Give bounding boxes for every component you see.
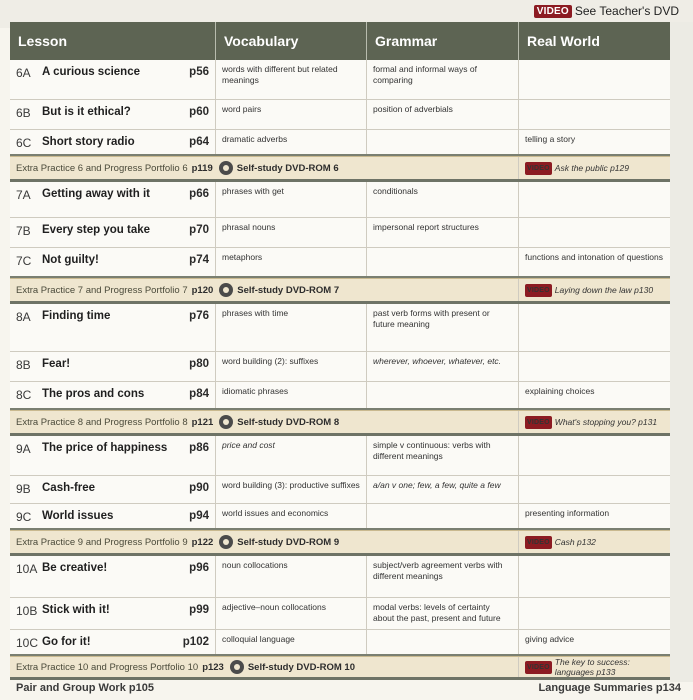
extra-practice-row [10, 656, 670, 680]
vocabulary-cell: idiomatic phrases [222, 386, 289, 396]
grammar-cell: impersonal report structures [373, 222, 479, 232]
lesson-page: p66 [189, 188, 209, 200]
lesson-title: Getting away with it [42, 188, 150, 200]
extra-practice-row [10, 530, 670, 556]
grammar-cell: formal and informal ways of comparing [373, 64, 477, 85]
lesson-row [10, 218, 670, 248]
lesson-title: World issues [42, 510, 114, 522]
lesson-code: 9C [16, 510, 32, 524]
vocabulary-cell: word building (3): productive suffixes [222, 480, 360, 490]
lesson-code: 8C [16, 388, 32, 402]
lesson-title: The price of happiness [42, 442, 168, 454]
extra-practice-page: p120 [191, 284, 214, 296]
extra-practice-row [10, 278, 670, 304]
lesson-page: p86 [189, 442, 209, 454]
lesson-row [10, 130, 670, 156]
video-badge: VIDEO [525, 416, 552, 429]
video-badge: VIDEO [525, 162, 552, 175]
self-study-dvd: Self-study DVD-ROM 9 [237, 536, 340, 548]
vocabulary-cell: metaphors [222, 252, 263, 262]
lesson-page: p90 [189, 482, 209, 494]
lesson-code: 6C [16, 136, 32, 150]
lesson-page: p102 [182, 636, 209, 648]
dvd-disc-icon [219, 161, 233, 175]
lesson-code: 7B [16, 224, 31, 238]
grammar-cell: simple v continuous: verbs with different meanings [373, 440, 491, 461]
lesson-row [10, 630, 670, 656]
page-edge [670, 22, 693, 682]
vocabulary-cell: colloquial language [222, 634, 295, 644]
lesson-page: p74 [189, 254, 209, 266]
self-study-dvd: Self-study DVD-ROM 8 [237, 416, 340, 428]
lesson-row [10, 436, 670, 476]
real-world-cell: presenting information [525, 508, 610, 518]
vocabulary-cell: world issues and economics [222, 508, 329, 518]
lesson-row [10, 598, 670, 630]
vocabulary-cell: word building (2): suffixes [222, 356, 319, 366]
lesson-code: 9B [16, 482, 31, 496]
lesson-row [10, 100, 670, 130]
lesson-code: 6B [16, 106, 31, 120]
self-study-dvd: Self-study DVD-ROM 7 [237, 284, 340, 296]
lesson-page: p94 [189, 510, 209, 522]
lesson-code: 8A [16, 310, 31, 324]
lesson-title: The pros and cons [42, 388, 145, 400]
video-title: What's stopping you? p131 [554, 417, 658, 427]
lesson-row [10, 476, 670, 504]
lesson-title: Every step you take [42, 224, 151, 236]
lesson-row [10, 248, 670, 278]
teacher-dvd-text: See Teacher's DVD [574, 4, 679, 18]
lesson-page: p60 [189, 106, 209, 118]
extra-practice-label: Extra Practice 9 and Progress Portfolio 9 [16, 536, 188, 548]
video-badge: VIDEO [525, 536, 552, 549]
lesson-code: 9A [16, 442, 31, 456]
extra-practice-page: p122 [191, 536, 214, 548]
col-real-world: Real World [527, 33, 600, 49]
extra-practice-row [10, 410, 670, 436]
contents-table [10, 60, 670, 680]
extra-practice-label: Extra Practice 8 and Progress Portfolio 8 [16, 416, 188, 428]
extra-practice-label: Extra Practice 6 and Progress Portfolio 6 [16, 162, 188, 174]
lesson-row [10, 304, 670, 352]
lesson-row [10, 352, 670, 382]
lesson-title: A curious science [42, 66, 141, 78]
video-title: Cash p132 [554, 537, 596, 547]
lesson-code: 10C [16, 636, 39, 650]
vocabulary-cell: phrases with time [222, 308, 289, 318]
lesson-code: 6A [16, 66, 31, 80]
dvd-disc-icon [219, 535, 233, 549]
lesson-title: Stick with it! [42, 604, 110, 616]
extra-practice-page: p123 [202, 661, 224, 673]
vocabulary-cell: phrases with get [222, 186, 284, 196]
grammar-cell: modal verbs: levels of certainty about the past, present and future [373, 602, 501, 623]
vocabulary-cell: words with different but related meanings [222, 64, 338, 85]
dvd-disc-icon [219, 283, 233, 297]
vocabulary-cell: phrasal nouns [222, 222, 276, 232]
extra-practice-page: p119 [191, 162, 213, 174]
grammar-cell: wherever, whoever, whatever, etc. [373, 356, 502, 366]
grammar-cell: position of adverbials [373, 104, 453, 114]
lesson-title: But is it ethical? [42, 106, 131, 118]
extra-practice-row [10, 156, 670, 182]
lesson-page: p84 [189, 388, 209, 400]
lesson-title: Short story radio [42, 136, 135, 148]
lesson-title: Finding time [42, 310, 111, 322]
lesson-title: Be creative! [42, 562, 108, 574]
grammar-cell: past verb forms with present or future meaning [373, 308, 490, 329]
self-study-dvd: Self-study DVD-ROM 10 [247, 661, 355, 673]
pair-group-work-link: Pair and Group Work p105 [16, 682, 154, 694]
grammar-cell: a/an v one; few, a few, quite a few [373, 480, 501, 490]
lesson-code: 10B [16, 604, 38, 618]
lesson-code: 7C [16, 254, 32, 268]
lesson-code: 10A [16, 562, 38, 576]
col-vocabulary: Vocabulary [216, 22, 367, 60]
lesson-row [10, 182, 670, 218]
video-title: Ask the public p129 [554, 163, 629, 173]
real-world-cell: giving advice [525, 634, 575, 644]
vocabulary-cell: adjective–noun collocations [222, 602, 326, 612]
vocabulary-cell: dramatic adverbs [222, 134, 288, 144]
dvd-disc-icon [219, 415, 233, 429]
extra-practice-label: Extra Practice 7 and Progress Portfolio 7 [16, 284, 188, 296]
teacher-dvd-note [534, 4, 679, 18]
extra-practice-page: p121 [191, 416, 214, 428]
language-summaries-link: Language Summaries p134 [538, 682, 681, 694]
grammar-cell: conditionals [373, 186, 418, 196]
video-badge: VIDEO [525, 661, 552, 674]
vocabulary-cell: price and cost [222, 440, 275, 450]
real-world-cell: telling a story [525, 134, 576, 144]
extra-practice-label: Extra Practice 10 and Progress Portfolio 10 [16, 661, 199, 673]
self-study-dvd: Self-study DVD-ROM 6 [236, 162, 339, 174]
lesson-code: 8B [16, 358, 31, 372]
lesson-row [10, 504, 670, 530]
table-header [10, 22, 670, 60]
lesson-row [10, 60, 670, 100]
vocabulary-cell: noun collocations [222, 560, 288, 570]
video-title: Laying down the law p130 [554, 285, 654, 295]
lesson-title: Fear! [42, 358, 71, 370]
dvd-disc-icon [230, 660, 244, 674]
grammar-cell: subject/verb agreement verbs with different meanings [373, 560, 503, 581]
col-lesson: Lesson [10, 22, 216, 60]
lesson-page: p99 [189, 604, 209, 616]
lesson-page: p76 [189, 310, 209, 322]
lesson-row [10, 382, 670, 410]
lesson-title: Cash-free [42, 482, 96, 494]
lesson-page: p64 [189, 136, 209, 148]
lesson-title: Not guilty! [42, 254, 99, 266]
real-world-cell: explaining choices [525, 386, 595, 396]
video-title: The key to success: languages p133 [554, 657, 630, 677]
col-grammar: Grammar [367, 22, 519, 60]
lesson-code: 7A [16, 188, 31, 202]
lesson-page: p96 [189, 562, 209, 574]
lesson-page: p80 [189, 358, 209, 370]
lesson-page: p56 [189, 66, 209, 78]
lesson-page: p70 [189, 224, 209, 236]
lesson-row [10, 556, 670, 598]
video-badge: VIDEO [534, 5, 572, 18]
lesson-title: Go for it! [42, 636, 91, 648]
vocabulary-cell: word pairs [222, 104, 262, 114]
real-world-cell: functions and intonation of questions [525, 252, 663, 262]
video-badge: VIDEO [525, 284, 552, 297]
